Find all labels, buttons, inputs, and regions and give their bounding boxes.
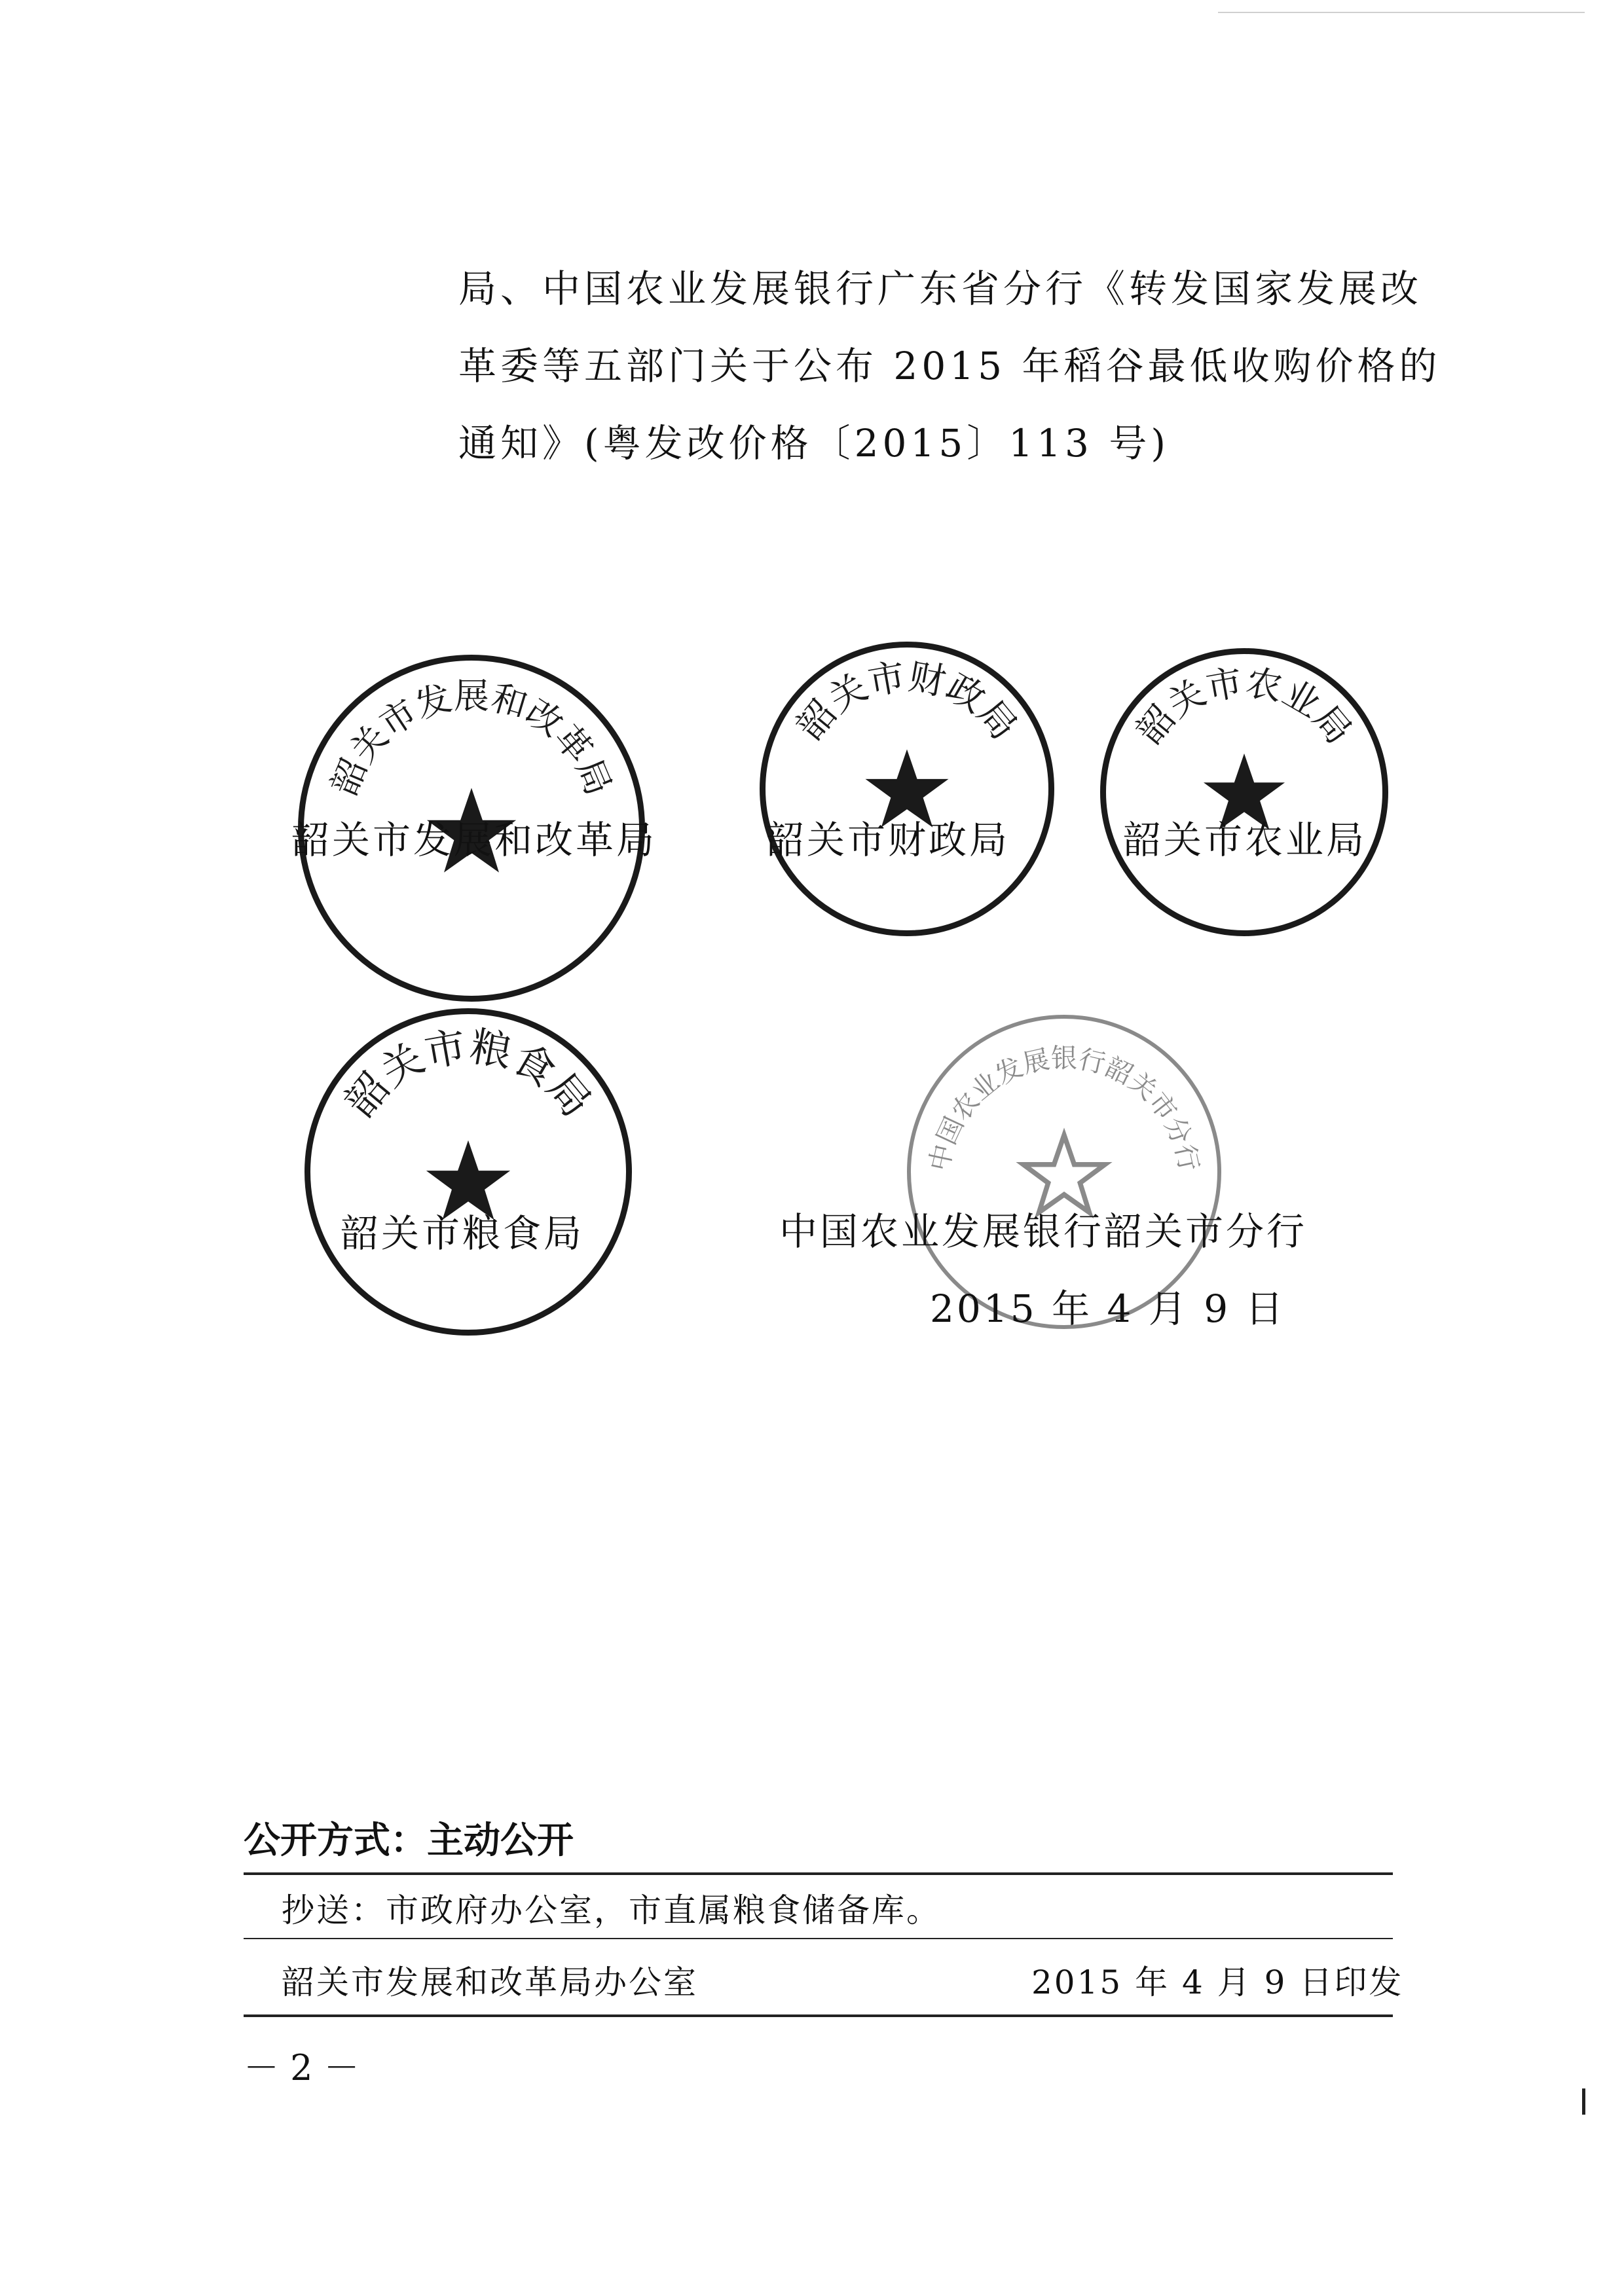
cc-recipients: 抄送：市政府办公室，市直属粮食储备库。 — [282, 1891, 941, 1929]
body-line-3: 通知》(粤发改价格〔2015〕113 号) — [458, 421, 1170, 465]
seal-grain-graphic — [310, 1014, 626, 1330]
star-icon — [426, 1140, 510, 1220]
seal-grain-ring-text: 韶关市粮食局 — [335, 1022, 601, 1126]
seal-agriculture-graphic — [1106, 654, 1382, 930]
seal-grain — [304, 1008, 632, 1336]
issuing-office: 韶关市发展和改革局办公室 — [282, 1963, 698, 2001]
star-icon — [865, 750, 948, 828]
page-number: － 2 － — [244, 2047, 360, 2088]
signing-date: 2015 年 4 月 9 日 — [930, 1286, 1286, 1331]
seal-finance-graphic — [766, 647, 1048, 930]
seal-agriculture-ring-text: 韶关市农业局 — [1128, 661, 1361, 752]
seal-bank-graphic — [911, 1019, 1217, 1325]
body-line-2: 革委等五部门关于公布 2015 年稻谷最低收购价格的 — [458, 344, 1441, 388]
seal-bank-ring-text: 中国农业发展银行韶关市分行 — [924, 1044, 1204, 1174]
star-icon — [1024, 1135, 1105, 1212]
seal-finance — [760, 642, 1054, 936]
scan-edge-mark — [1582, 2088, 1585, 2115]
footer-rule-top — [244, 1872, 1393, 1875]
issue-date: 2015 年 4 月 9 日印发 — [1031, 1963, 1404, 2001]
seal-grain-caption: 韶关市粮食局 — [341, 1211, 585, 1256]
scan-top-line — [1218, 12, 1585, 13]
seal-bank-caption: 中国农业发展银行韶关市分行 — [779, 1209, 1308, 1254]
seal-agriculture-caption: 韶关市农业局 — [1123, 818, 1367, 862]
body-line-1: 局、中国农业发展银行广东省分行《转发国家发展改 — [458, 266, 1423, 311]
seal-agriculture — [1100, 648, 1388, 936]
disclosure-heading: 公开方式：主动公开 — [244, 1819, 574, 1862]
footer-rule-bottom — [244, 2014, 1393, 2017]
seal-finance-caption: 韶关市财政局 — [766, 818, 1010, 862]
seal-finance-ring-text: 韶关市财政局 — [788, 655, 1025, 748]
footer-rule-middle — [244, 1938, 1393, 1939]
seal-bank — [907, 1015, 1221, 1329]
seal-ndrc-caption: 韶关市发展和改革局 — [291, 818, 657, 862]
seal-ndrc-ring-text: 韶关市发展和改革局 — [323, 675, 620, 801]
